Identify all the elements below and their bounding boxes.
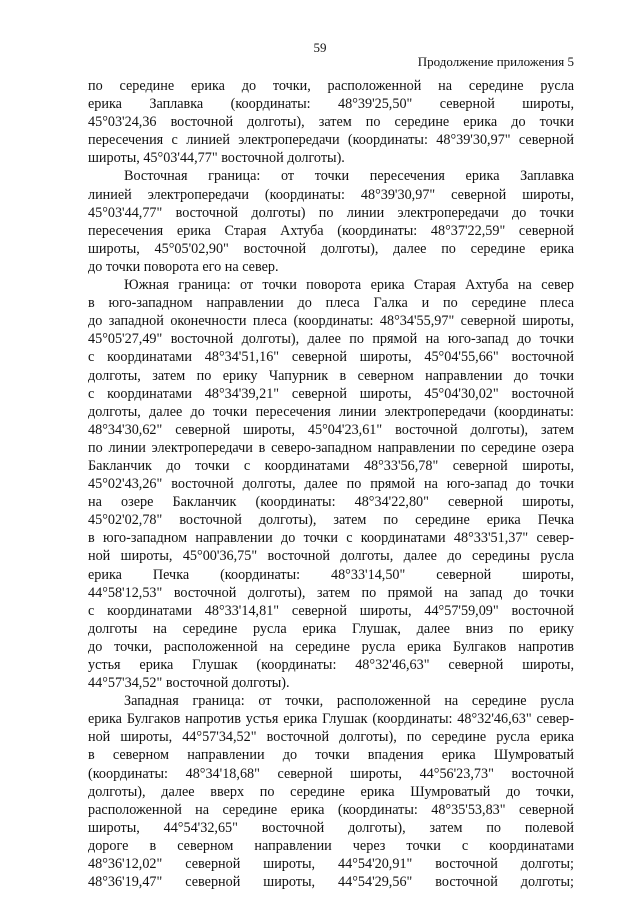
text-line: долготы на середине русла ерика Глушак, далее вниз по ерику	[88, 620, 574, 637]
text-line: 48°36'12,02" северной широты, 44°54'20,91" восточной долготы;	[88, 856, 574, 873]
text-line: в юго-западном направлении до точки с координатами 48°33'51,37" север-	[88, 530, 574, 547]
text-line: в северном направлении до точки впадения ерика Шумроватый	[88, 747, 574, 764]
page-number: 59	[313, 40, 327, 55]
text-line: ной широты, 44°57'34,52" восточной долготы), по середине русла ерика	[88, 729, 574, 746]
text-line: 44°58'12,53" восточной долготы), затем по прямой на запад до точки	[88, 584, 574, 601]
text-line: 45°03'44,77" восточной долготы) по линии электропередачи до точки	[88, 204, 574, 221]
text-line: 45°05'27,49" восточной долготы), далее по прямой на юго-запад до точки	[88, 331, 574, 348]
text-line: 48°34'30,62" северной широты, 45°04'23,61" восточной долготы), затем	[88, 421, 574, 438]
text-line: ерика Заплавка (координаты: 48°39'25,50" северной широты,	[88, 96, 574, 113]
text-line: долготы), далее вверх по середине ерика Шумроватый до точки,	[88, 783, 574, 800]
text-line: 45°02'02,78" восточной долготы), затем по середине ерика Печка	[88, 512, 574, 529]
text-line: 44°57'34,52" восточной долготы).	[88, 675, 290, 692]
text-line: Южная граница: от точки поворота ерика Старая Ахтуба на север	[124, 277, 574, 294]
text-line: долготы, затем по ерику Чапурник в северном направлении до точки	[88, 367, 574, 384]
text-line: в юго-западном направлении до плеса Галка и по середине плеса	[88, 295, 574, 312]
text-line: ерика Печка (координаты: 48°33'14,50" северной широты,	[88, 566, 574, 583]
paragraph	[88, 77, 574, 167]
text-line: пересечения с линией электропередачи (координаты: 48°39'30,97" северной	[88, 132, 574, 149]
text-line: с координатами 48°34'39,21" северной широты, 45°04'30,02" восточной	[88, 385, 574, 402]
paragraph	[88, 276, 574, 692]
text-line: ной широты, 45°00'36,75" восточной долготы, далее до середины русла	[88, 548, 574, 565]
text-line: широты, 45°05'02,90" восточной долготы), далее по середине ерика	[88, 240, 574, 257]
text-line: по линии электропередачи в северо-западном направлении по середине озера	[88, 439, 574, 456]
text-line: Бакланчик до точки с координатами 48°33'56,78" северной широты,	[88, 457, 574, 474]
body-text	[88, 77, 574, 891]
text-line: устья ерика Глушак (координаты: 48°32'46,63" северной широты,	[88, 657, 574, 673]
text-line: по середине ерика до точки, расположенной на середине русла	[88, 78, 574, 94]
text-line: Западная граница: от точки, расположенной на середине русла	[124, 693, 574, 710]
text-line: дороге в северном направлении через точки с координатами	[88, 837, 574, 854]
text-line: 48°36'19,47" северной широты, 44°54'29,56" восточной долготы;	[88, 874, 574, 891]
text-line: ерика Булгаков напротив устья ерика Глушак (координаты: 48°32'46,63" север-	[88, 711, 574, 728]
text-line: долготы, далее до точки пересечения линии электропередачи (координаты:	[88, 403, 574, 420]
text-line: пересечения ерика Старая Ахтуба (координаты: 48°37'22,59" северной	[88, 222, 574, 239]
paragraph	[88, 692, 574, 891]
text-line: на озере Бакланчик (координаты: 48°34'22,80" северной широты,	[88, 494, 574, 511]
text-line: линией электропередачи (координаты: 48°39'30,97" северной широты,	[88, 186, 574, 203]
appendix-continuation-note: Продолжение приложения 5	[417, 54, 574, 69]
text-line: Восточная граница: от точки пересечения ерика Заплавка	[124, 168, 574, 185]
text-line: 45°03'24,36 восточной долготы), затем по середине ерика до точки	[88, 114, 574, 131]
text-line: до точки, расположенной на середине русла ерика Булгаков напротив	[88, 638, 574, 655]
text-line: широты, 45°03'44,77" восточной долготы).	[88, 150, 345, 167]
text-line: до точки поворота его на север.	[88, 258, 279, 275]
text-line: с координатами 48°34'51,16" северной широты, 45°04'55,66" восточной	[88, 349, 574, 366]
paragraph	[88, 167, 574, 276]
text-line: до западной оконечности плеса (координаты: 48°34'55,97" северной широты,	[88, 313, 574, 330]
text-line: широты, 44°54'32,65" восточной долготы), затем по полевой	[88, 819, 574, 836]
text-line: с координатами 48°33'14,81" северной широты, 44°57'59,09" восточной	[88, 602, 574, 619]
text-line: (координаты: 48°34'18,68" северной широты, 44°56'23,73" восточной	[88, 765, 574, 782]
text-line: расположенной на середине ерика (координаты: 48°35'53,83" северной	[88, 801, 574, 818]
text-line: 45°02'43,26" восточной долготы, далее по прямой на юго-запад до точки	[88, 476, 574, 493]
